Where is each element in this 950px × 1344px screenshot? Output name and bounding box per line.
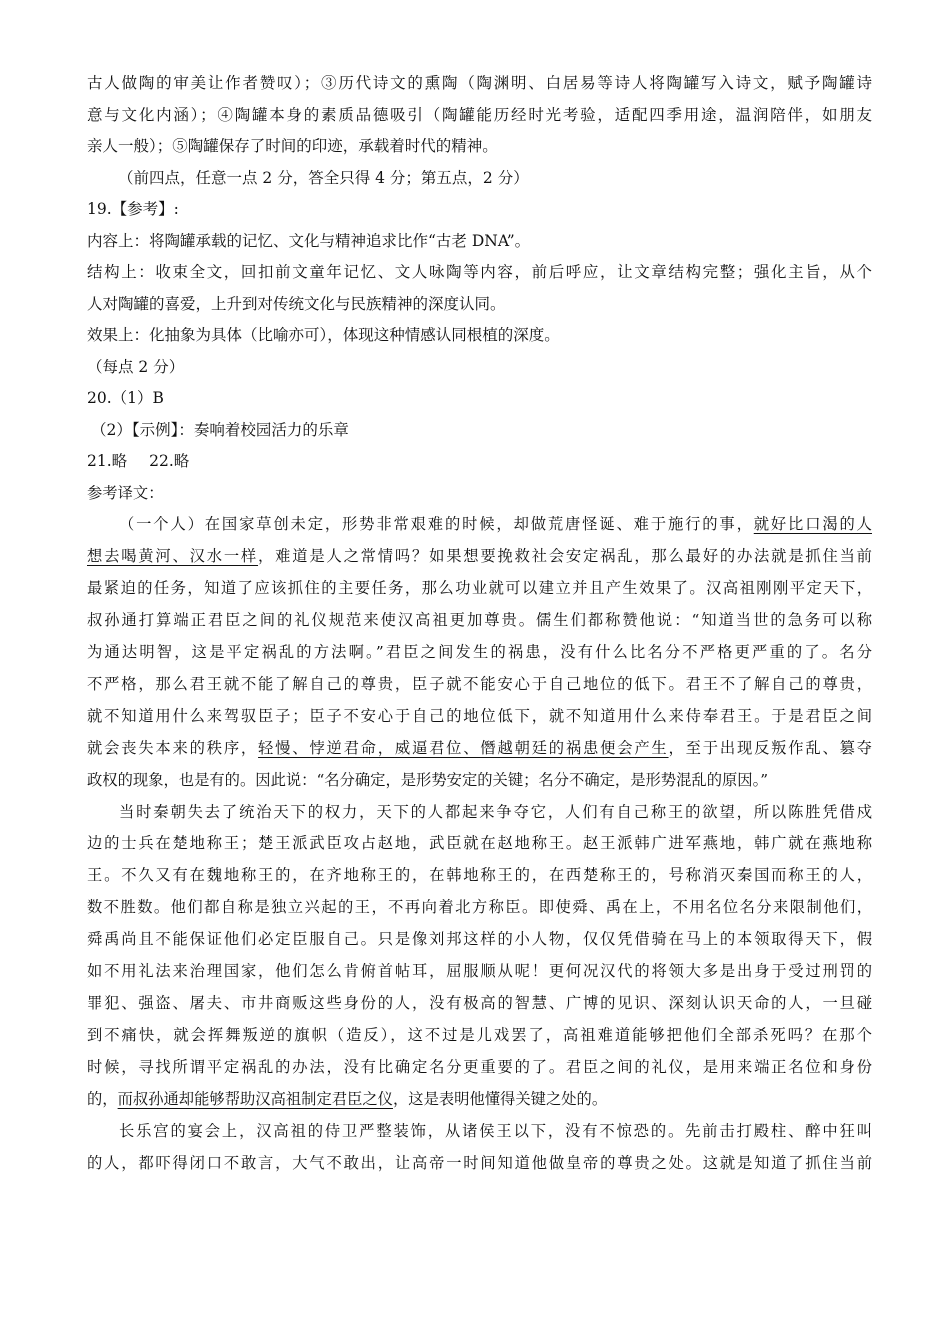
q18-line-1: 古人做陶的审美让作者赞叹）；③历代诗文的熏陶（陶渊明、白居易等诗人将陶罐写入诗文，赋予陶罐诗 [87, 74, 872, 92]
text-line: 舜禹尚且不能保证他们必定臣服自己。只是像刘邦这样的小人物，仅仅凭借骑在马上的本领取得天下，假 [87, 930, 872, 949]
text-line: 边的士兵在楚地称王；楚王派武臣攻占赵地，武臣就在赵地称王。赵王派韩广进军燕地，韩广就在燕地称 [87, 834, 872, 853]
text-line: 如不用礼法来治理国家，他们怎么肯俯首帖耳，屈服顺从呢！更何况汉代的将领大多是出身于受过刑罚的 [87, 962, 872, 981]
translation-paragraph-3 [87, 1116, 872, 1180]
q19-structure-line-1: 结构上：收束全文，回扣前文童年记忆、文人咏陶等内容，前后呼应，让文章结构完整；强化主旨，从个 [87, 263, 872, 281]
q19-heading: 19.【参考】: [87, 200, 179, 218]
q19-effect: 效果上：化抽象为具体（比喻亦可），体现这种情感认同根植的深度。 [87, 326, 560, 344]
text-line: 的人，都吓得闭口不敢言，大气不敢出，让高帝一时间知道他做皇帝的尊贵之处。这就是知道了抓住当前 [87, 1153, 872, 1172]
text-line: 时候，寻找所谓平定祸乱的办法，没有比确定名分更重要的了。君臣之间的礼仪，是用来端正名位和身份 [87, 1057, 872, 1076]
text-line: 就会丧失本来的秩序，轻慢、悖逆君命，威逼君位、僭越朝廷的祸患便会产生，至于出现反叛作乱、篡夺 [87, 738, 872, 757]
q18-answer [87, 68, 872, 194]
text-line: 长乐宫的宴会上，汉高祖的侍卫严整装饰，从诸侯王以下，没有不惊恐的。先前击打殿柱、醉中狂叫 [119, 1121, 872, 1140]
text-line: 就不知道用什么来驾驭臣子；臣子不安心于自己的地位低下，就不知道用什么来侍奉君王。于是君臣之间 [87, 706, 872, 725]
underlined-phrase: 而叔孙通却能够帮助汉高祖制定君臣之仪 [117, 1089, 393, 1108]
answer-page [87, 68, 872, 1179]
q21-q22-answers [87, 446, 872, 478]
underlined-phrase: 想去喝黄河、汉水一样 [87, 547, 259, 566]
q21-answer: 21.略 [87, 452, 128, 470]
q20-part-2: （2）【示例】：奏响着校园活力的乐章 [91, 420, 349, 439]
q18-line-2: 意与文化内涵）；④陶罐本身的素质品德吸引（陶罐能历经时光考验，适配四季用途，温润陪伴，如朋友 [87, 105, 872, 124]
q18-line-3: 亲人一般）；⑤陶罐保存了时间的印迹，承载着时代的精神。 [87, 137, 498, 155]
text-line: （一个人）在国家草创未定，形势非常艰难的时候，却做荒唐怪诞、难于施行的事，就好比口渴的人 [119, 515, 872, 534]
reference-translation [87, 478, 872, 1180]
q19-scoring: （每点 2 分） [87, 357, 185, 376]
q19-content: 内容上：将陶罐承载的记忆、文化与精神追求比作“古老 DNA”。 [87, 231, 531, 250]
q18-scoring: （前四点，任意一点 2 分，答全只得 4 分；第五点，2 分） [118, 168, 529, 187]
text-line: 政权的现象，也是有的。因此说：“名分确定，是形势安定的关键；名分不确定，是形势混乱的原因。” [87, 770, 769, 789]
text-line: 到不痛快，就会挥舞叛逆的旗帜（造反），这不过是儿戏罢了，高祖难道能够把他们全部杀死吗？在那个 [87, 1025, 872, 1044]
q20-part-1: 20.（1）B [87, 389, 164, 407]
translation-paragraph-2 [87, 797, 872, 1116]
text-line: 当时秦朝失去了统治天下的权力，天下的人都起来争夺它，人们有自己称王的欲望，所以陈胜凭借戍 [119, 802, 872, 821]
text-line: 王。不久又有在魏地称王的，在齐地称王的，在韩地称王的，在西楚称王的，号称消灭秦国而称王的人， [87, 866, 872, 885]
text-line: 为通达明智，这是平定祸乱的方法啊。”君臣之间发生的祸患，没有什么比名分不严格更严重的了。名分 [87, 643, 872, 662]
text-line: 数不胜数。他们都自称是独立兴起的王，不再向着北方称臣。即使舜、禹在上，不用名位名分来限制他们， [87, 898, 872, 917]
q19-answer [87, 194, 872, 383]
q20-answer [87, 383, 872, 446]
underlined-phrase: 就好比口渴的人 [753, 515, 872, 534]
q19-structure-line-2: 人对陶罐的喜爱，上升到对传统文化与民族精神的深度认同。 [87, 294, 506, 313]
text-line: 想去喝黄河、汉水一样，难道是人之常情吗？如果想要挽救社会安定祸乱，那么最好的办法就是抓住当前 [87, 547, 872, 566]
translation-paragraph-1 [87, 509, 872, 796]
text-line: 最紧迫的任务，知道了应该抓住的主要任务，那么功业就可以建立并且产生效果了。汉高祖刚刚平定天下， [87, 579, 872, 598]
text-line: 叔孙通打算端正君臣之间的礼仪规范来使汉高祖更加尊贵。儒生们都称赞他说：“知道当世的急务可以称 [87, 611, 872, 630]
text-line: 的，而叔孙通却能够帮助汉高祖制定君臣之仪，这是表明他懂得关键之处的。 [87, 1089, 608, 1108]
q22-answer: 22.略 [149, 452, 190, 470]
text-line: 不严格，那么君王就不能了解自己的尊贵，臣子就不能安心于自己地位的低下。君王不了解自己的尊贵， [87, 674, 872, 693]
translation-heading: 参考译文： [87, 483, 164, 502]
underlined-phrase: 轻慢、悖逆君命，威逼君位、僭越朝廷的祸患便会产生 [258, 738, 669, 757]
text-line: 罪犯、强盗、屠夫、市井商贩这些身份的人，没有极高的智慧、广博的见识、深刻认识天命的人，一旦碰 [87, 994, 872, 1012]
